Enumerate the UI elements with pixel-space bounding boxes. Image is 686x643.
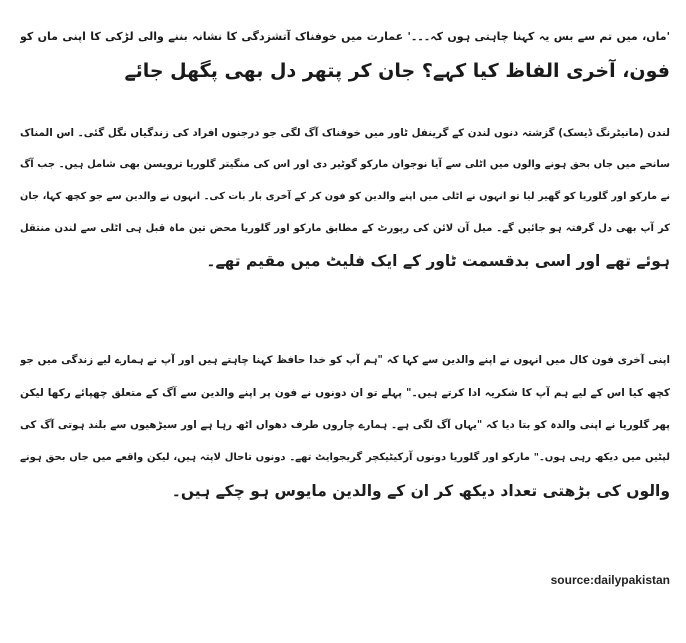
headline-line-2: فون، آخری الفاظ کیا کہے؟ جان کر پتھر دل بھی پگھل جائے: [124, 60, 670, 82]
paragraph-1-line-5: ہوئے تھے اور اسی بدقسمت ٹاور کے ایک فلیٹ میں مقیم تھے۔: [206, 252, 670, 270]
paragraph-1-line-4: کر آپ بھی دل گرفتہ ہو جائیں گے۔ میل آن لائن کی رپورٹ کے مطابق مارکو اور گلوریا محض تین ماہ قبل ہی اٹلی سے لندن منتقل: [20, 223, 670, 234]
paragraph-1-line-3: نے مارکو اور گلوریا کو گھیر لیا تو انہوں نے اٹلی میں اپنے والدین کو فون کر کے آخری بار بات کی۔ انہوں نے والدین سے جو کچھ کہا، جان: [20, 191, 670, 202]
paragraph-2-line-1: اپنی آخری فون کال میں انہوں نے اپنے والدین سے کہا کہ "ہم آپ کو خدا حافظ کہنا چاہتے ہیں اور آپ نے ہمارے لیے زندگی میں جو: [20, 354, 670, 366]
paragraph-1-line-2: سانحے میں جاں بحق ہونے والوں میں اٹلی سے آیا نوجوان مارکو گوٹیر دی اور اس کی منگیتر گلوریا ترویسن بھی شامل ہیں۔ جب آگ: [20, 159, 670, 170]
source-credit: source:dailypakistan: [550, 573, 670, 587]
headline-line-1: 'ماں، میں تم سے بس یہ کہنا چاہتی ہوں کہ۔۔۔' عمارت میں خوفناک آتشزدگی کا نشانہ بننے والی لڑکی کا اپنی ماں کو: [20, 30, 670, 43]
paragraph-2-line-5: والوں کی بڑھتی تعداد دیکھ کر ان کے والدین مایوس ہو چکے ہیں۔: [171, 482, 670, 500]
paragraph-2-line-3: پھر گلوریا نے اپنی والدہ کو بتا دیا کہ "یہاں آگ لگی ہے۔ ہمارے چاروں طرف دھواں اٹھ رہا ہے اور سیڑھیوں سے بلند ہوتی آگ کی: [20, 419, 670, 431]
paragraph-1-line-1: لندن (مانیٹرنگ ڈیسک) گزشتہ دنوں لندن کے گرینفل ٹاور میں خوفناک آگ لگی جو درجنوں افراد کی زندگیاں نگل گئی۔ اس المناک: [20, 127, 670, 139]
paragraph-2-line-2: کچھ کیا اس کے لیے ہم آپ کا شکریہ ادا کرتے ہیں۔" پہلے تو ان دونوں نے فون پر اپنے والدین سے آگ کے متعلق چھپائے رکھا لیکن: [20, 387, 670, 399]
paragraph-2-line-4: لپٹیں میں دیکھ رہی ہوں۔" مارکو اور گلوریا دونوں آرکیٹیکچر گریجوایٹ تھے۔ دونوں تاحال لاپتہ ہیں، لیکن واقعے میں جاں بحق ہونے: [20, 452, 670, 463]
